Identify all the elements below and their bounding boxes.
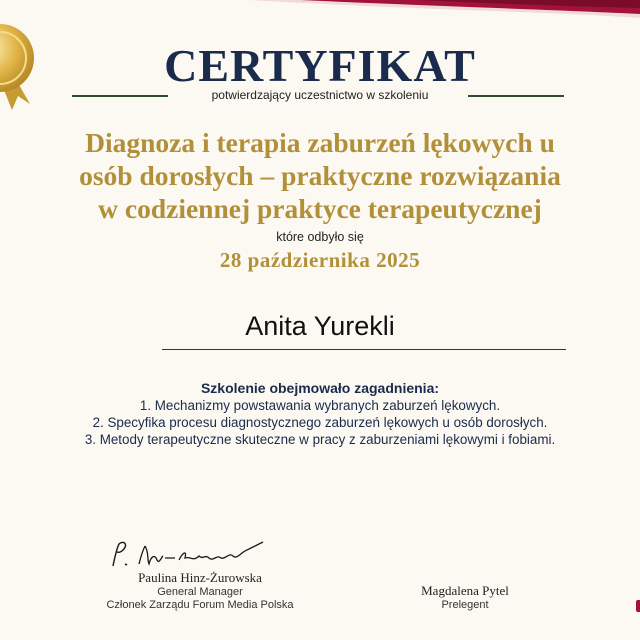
course-title-line-1: Diagnoza i terapia zaburzeń lękowych u [85,127,555,158]
name-underline [162,349,566,350]
certificate-subtitle: potwierdzający uczestnictwo w szkoleniu [211,88,429,102]
handwritten-signature [105,538,270,572]
topic-item: 3. Metody terapeutyczne skuteczne w pracy z zaburzeniami lękowymi i fobiami. [84,432,556,447]
training-date: 28 października 2025 [219,248,421,272]
course-title-line-3: w codziennej praktyce terapeutycznej [98,193,542,224]
topic-item: 1. Mechanizmy powstawania wybranych zaburzeń lękowych. [139,398,501,413]
edge-mark [636,600,640,612]
topics-heading: Szkolenie obejmowało zagadnienia: [200,380,440,396]
participant-name: Anita Yurekli [245,311,395,341]
signatory-left-organization: Członek Zarządu Forum Media Polska [106,599,294,611]
signatory-left-name: Paulina Hinz-Żurowska [138,570,262,585]
topic-item: 2. Specyfika procesu diagnostycznego zaburzeń lękowych u osób dorosłych. [92,415,548,430]
held-label: które odbyło się [276,230,364,244]
certificate-title: CERTYFIKAT [164,40,476,91]
signatory-right-name: Magdalena Pytel [421,583,509,598]
signatory-left-role: General Manager [157,586,243,598]
course-title-line-2: osób dorosłych – praktyczne rozwiązania [79,160,561,191]
signatory-right-role: Prelegent [441,599,489,611]
